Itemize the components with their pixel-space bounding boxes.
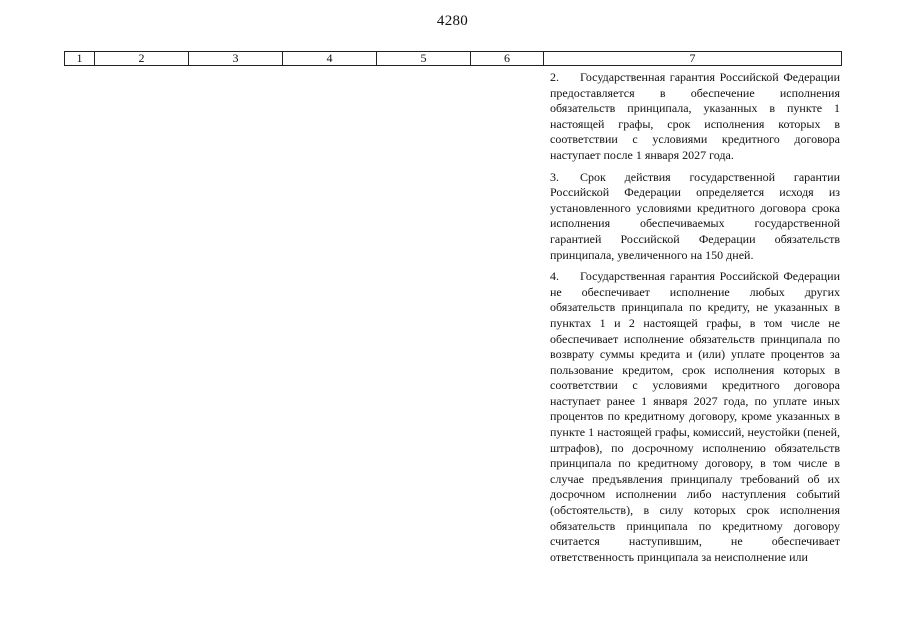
- column-header-7: 7: [689, 51, 696, 65]
- column-header-5: 5: [377, 52, 471, 65]
- column-header-6: 6: [471, 52, 544, 65]
- paragraph-number: 4.: [550, 269, 559, 284]
- paragraph-text: Срок действия государственной гарантии Российской Федерации определяется исходя из установленного условиями кредитного договора срока исполнения обеспечиваемых государственной гарантией Российской Федерации обязательств принципала, увеличенного на 150 дней.: [550, 169, 840, 262]
- paragraph-text: Государственная гарантия Российской Федерации не обеспечивает исполнение любых других обязательств принципала по кредиту, не указанных в пунктах 1 и 2 настоящей графы, в том числе не обеспечивает исполнение обязательств принципала по возврату суммы кредита и (или) уплате процентов за пользование кредитом, срок исполнения которых в соответствии с условиями кредитного договора наступает ранее 1 января 2027 года, по уплате иных процентов по кредитному договору, кроме указанных в пункте 1 настоящей графы, комиссий, неустойки (пеней, штрафов), по досрочному исполнению обязательств принципала по кредитному договору, в том числе в случае предъявления принципалу требований об их досрочном исполнении либо наступления событий (обстоятельств), в силу которых срок исполнения обязательств принципала по кредитному договору считается наступившим, не обеспечивает ответственность принципала за неисполнение или: [550, 269, 840, 564]
- paragraph-2: [550, 70, 840, 164]
- paragraph-3: [550, 170, 840, 264]
- paragraph-number: 2.: [550, 70, 559, 84]
- table-header-row: [64, 51, 842, 66]
- column-7-content: [550, 70, 840, 571]
- paragraph-text: Государственная гарантия Российской Федерации предоставляется в обеспечение исполнения обязательств принципала, указанных в пункте 1 настоящей графы, срок исполнения которых в соответствии с условиями кредитного договора наступает после 1 января 2027 года.: [550, 70, 840, 162]
- column-header-1: 1: [65, 52, 95, 65]
- paragraph-4: [550, 269, 840, 565]
- column-header-3: 3: [189, 52, 283, 65]
- column-header-2: 2: [95, 52, 189, 65]
- page-number: 4280: [436, 13, 469, 29]
- paragraph-number: 3.: [550, 169, 559, 184]
- column-header-4: 4: [283, 52, 377, 65]
